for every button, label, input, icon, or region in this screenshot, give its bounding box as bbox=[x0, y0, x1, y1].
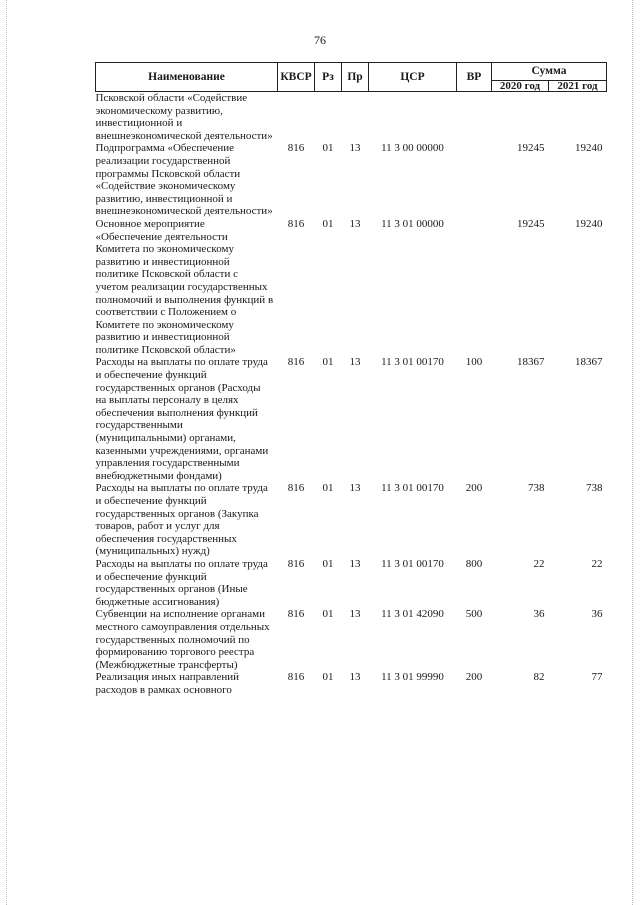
cell-csr: 11 3 01 00000 bbox=[381, 217, 444, 230]
cell-2021: 36 bbox=[591, 608, 603, 621]
cell-csr: 11 3 01 42090 bbox=[381, 608, 444, 621]
cell-vr bbox=[457, 92, 492, 143]
header-pr: Пр bbox=[342, 63, 369, 92]
cell-name: Расходы на выплаты по оплате труда и обеспечение функций государственных органов (Закупка товаров, работ и услуг для обеспечения государственных (муниципальных) нужд) bbox=[95, 482, 268, 558]
cell-csr: 11 3 01 00170 bbox=[381, 557, 444, 570]
cell-2020: 22 bbox=[533, 557, 545, 570]
table-row bbox=[96, 142, 607, 218]
cell-pr: 13 bbox=[349, 608, 361, 621]
cell-name: Субвенции на исполнение органами местного самоуправления отдельных государственных полномочий по формированию торгового реестра (Межбюджетные трансферты) bbox=[95, 608, 270, 671]
cell-2020: 19245 bbox=[517, 142, 545, 155]
header-sum: Сумма bbox=[492, 63, 607, 81]
page-number: 76 bbox=[314, 33, 326, 47]
cell-name: Псковской области «Содействие экономическому развитию, инвестиционной и внешнеэкономической деятельности» bbox=[95, 92, 273, 142]
header-kvsr: КВСР bbox=[278, 63, 315, 92]
table-row bbox=[96, 356, 607, 482]
cell-pr: 13 bbox=[349, 671, 361, 684]
cell-csr: 11 3 01 00170 bbox=[381, 482, 444, 495]
cell-rz: 01 bbox=[322, 356, 334, 369]
cell-2020 bbox=[492, 92, 549, 143]
table-row bbox=[96, 671, 607, 696]
cell-2020: 18367 bbox=[517, 356, 545, 369]
cell-2021: 18367 bbox=[575, 356, 603, 369]
cell-rz: 01 bbox=[322, 482, 334, 495]
cell-kvsr: 816 bbox=[287, 557, 305, 570]
cell-2021: 738 bbox=[586, 482, 603, 495]
cell-rz: 01 bbox=[322, 142, 334, 155]
cell-pr: 13 bbox=[349, 557, 361, 570]
cell-rz: 01 bbox=[322, 557, 334, 570]
table-row bbox=[96, 218, 607, 357]
cell-kvsr: 816 bbox=[287, 142, 305, 155]
cell-2021: 22 bbox=[591, 557, 603, 570]
cell-rz: 01 bbox=[322, 217, 334, 230]
cell-vr: 200 bbox=[465, 671, 483, 684]
cell-csr: 11 3 01 99990 bbox=[381, 671, 444, 684]
cell-2020: 738 bbox=[528, 482, 545, 495]
cell-csr: 11 3 00 00000 bbox=[381, 142, 444, 155]
cell-2020: 19245 bbox=[517, 217, 545, 230]
cell-csr bbox=[369, 92, 457, 143]
cell-name: Расходы на выплаты по оплате труда и обеспечение функций государственных органов (Расходы на выплаты персоналу в целях обеспечения выполнения функций государственными (муниципальными) органами, казенными учреждениями, органами управления государственными внебюджетными фондами) bbox=[95, 356, 269, 482]
cell-vr bbox=[457, 218, 492, 357]
table-row bbox=[96, 482, 607, 558]
table-row bbox=[96, 558, 607, 608]
header-year-2021: 2021 год bbox=[549, 81, 607, 92]
cell-kvsr: 816 bbox=[287, 356, 305, 369]
cell-name: Реализация иных направлений расходов в рамках основного bbox=[95, 671, 240, 696]
header-csr: ЦСР bbox=[369, 63, 457, 92]
cell-pr: 13 bbox=[349, 482, 361, 495]
cell-rz bbox=[315, 92, 342, 143]
cell-kvsr: 816 bbox=[287, 608, 305, 621]
table-header bbox=[96, 63, 607, 92]
cell-kvsr: 816 bbox=[287, 217, 305, 230]
cell-vr: 100 bbox=[465, 356, 483, 369]
cell-vr: 500 bbox=[465, 608, 483, 621]
cell-vr bbox=[457, 142, 492, 218]
cell-pr bbox=[342, 92, 369, 143]
cell-2021 bbox=[549, 92, 607, 143]
cell-vr: 200 bbox=[465, 482, 483, 495]
cell-name: Расходы на выплаты по оплате труда и обеспечение функций государственных органов (Иные бюджетные ассигнования) bbox=[95, 557, 268, 608]
cell-2021: 19240 bbox=[575, 217, 603, 230]
cell-rz: 01 bbox=[322, 671, 334, 684]
cell-rz: 01 bbox=[322, 608, 334, 621]
cell-name: Подпрограмма «Обеспечение реализации государственной программы Псковской области «Содействие экономическому развитию, инвестиционной и внешнеэкономической деятельности» bbox=[95, 142, 273, 218]
table-body bbox=[96, 92, 607, 697]
budget-table bbox=[95, 62, 607, 697]
cell-kvsr bbox=[278, 92, 315, 143]
header-vr: ВР bbox=[457, 63, 492, 92]
cell-pr: 13 bbox=[349, 217, 361, 230]
cell-pr: 13 bbox=[349, 356, 361, 369]
cell-2020: 82 bbox=[533, 671, 545, 684]
cell-vr: 800 bbox=[465, 557, 483, 570]
cell-2020: 36 bbox=[533, 608, 545, 621]
table-row bbox=[96, 92, 607, 143]
cell-kvsr: 816 bbox=[287, 671, 305, 684]
cell-2021: 19240 bbox=[575, 142, 603, 155]
header-name: Наименование bbox=[96, 63, 278, 92]
cell-csr: 11 3 01 00170 bbox=[381, 356, 444, 369]
cell-name: Основное мероприятие «Обеспечение деятельности Комитета по экономическому развитию и инвестиционной политике Псковской области с учетом реализации государственных полномочий и выполнения функций в соответствии с Положением о Комитете по экономическому развитию и инвестиционной политике Псковской области» bbox=[95, 217, 274, 356]
header-year-2020: 2020 год bbox=[492, 81, 549, 92]
header-rz: Рз bbox=[315, 63, 342, 92]
cell-2021: 77 bbox=[591, 671, 603, 684]
cell-pr: 13 bbox=[349, 142, 361, 155]
scan-margin-right bbox=[632, 0, 633, 905]
scan-margin-left bbox=[6, 0, 7, 905]
table-row bbox=[96, 608, 607, 671]
cell-kvsr: 816 bbox=[287, 482, 305, 495]
